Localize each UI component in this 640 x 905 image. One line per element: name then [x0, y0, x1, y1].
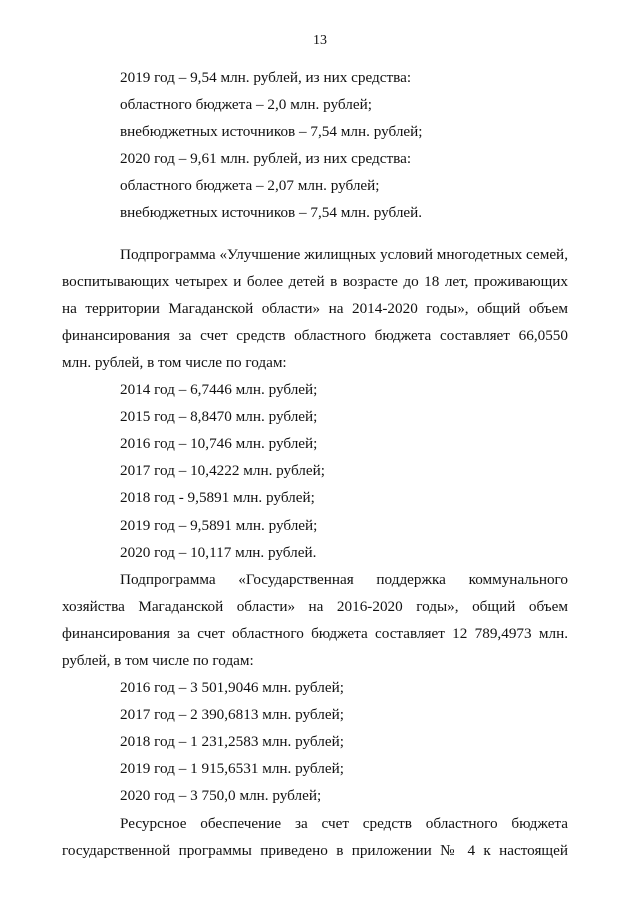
list-item: 2016 год – 3 501,9046 млн. рублей; [120, 679, 344, 697]
text-line: рублей, в том числе по годам: [62, 651, 254, 669]
text-line: 2019 год – 9,54 млн. рублей, из них средства: [120, 69, 412, 86]
list-item: 2014 год – 6,7446 млн. рублей; [120, 381, 318, 399]
text-line: финансирования за счет областного бюджета составляет 12 789,4973 млн. [62, 624, 568, 642]
text-line: 2020 год – 9,61 млн. рублей, из них средства: [120, 150, 412, 168]
funding-block-2019-2020 [62, 64, 568, 227]
text-line: государственной программы приведено в приложении № 4 к настоящей [62, 841, 568, 859]
paragraph-large-families-subprogram [62, 241, 568, 376]
document-body [62, 64, 568, 864]
text-line: на территории Магаданской области» на 2014-2020 годы», общий объем [62, 299, 568, 317]
paragraph-communal-subprogram [62, 566, 568, 674]
text-line: млн. рублей, в том числе по годам: [62, 353, 287, 371]
list-item: 2016 год – 10,746 млн. рублей; [120, 435, 318, 453]
text-line: областного бюджета – 2,07 млн. рублей; [120, 177, 380, 195]
list-item: 2017 год – 10,4222 млн. рублей; [120, 462, 325, 480]
text-line: хозяйства Магаданской области» на 2016-2020 годы», общий объем [62, 597, 568, 615]
list-item: 2017 год – 2 390,6813 млн. рублей; [120, 706, 344, 724]
list-item: 2015 год – 8,8470 млн. рублей; [120, 408, 318, 426]
paragraph-resource-provision [62, 810, 568, 864]
text-line: областного бюджета – 2,0 млн. рублей; [120, 96, 372, 114]
list-item: 2018 год - 9,5891 млн. рублей; [120, 489, 315, 507]
yearly-funding-list-1 [62, 376, 568, 566]
text-line: финансирования за счет средств областного бюджета составляет 66,0550 [62, 326, 568, 344]
list-item: 2020 год – 3 750,0 млн. рублей; [120, 787, 322, 805]
text-line: внебюджетных источников – 7,54 млн. рублей. [120, 204, 423, 222]
text-line: Подпрограмма «Государственная поддержка коммунального [120, 570, 568, 588]
list-item: 2019 год – 9,5891 млн. рублей; [120, 516, 318, 534]
text-line: Подпрограмма «Улучшение жилищных условий многодетных семей, [120, 245, 568, 263]
page-number: 13 [313, 33, 327, 48]
list-item: 2020 год – 10,117 млн. рублей. [120, 543, 317, 561]
list-item: 2018 год – 1 231,2583 млн. рублей; [120, 733, 344, 751]
text-line: воспитывающих четырех и более детей в возрасте до 18 лет, проживающих [62, 272, 568, 290]
text-line: Ресурсное обеспечение за счет средств областного бюджета [120, 814, 568, 832]
text-line: внебюджетных источников – 7,54 млн. рублей; [120, 123, 423, 141]
list-item: 2019 год – 1 915,6531 млн. рублей; [120, 760, 344, 778]
yearly-funding-list-2 [62, 674, 568, 809]
